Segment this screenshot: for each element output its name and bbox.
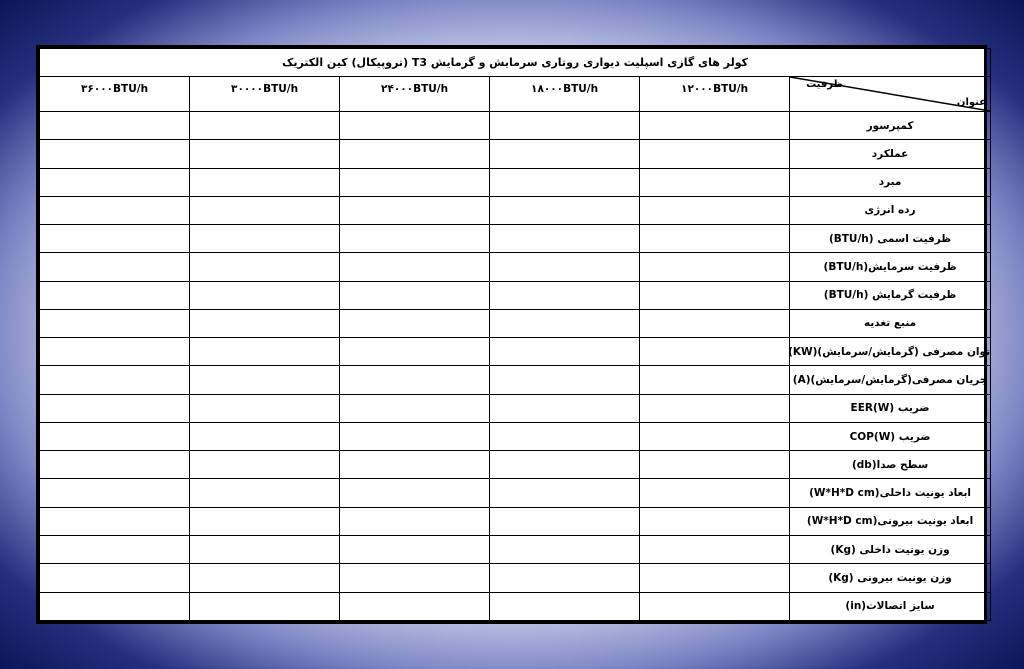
table-row [40, 168, 991, 196]
value-cell [40, 451, 190, 479]
value-cell [340, 112, 490, 140]
row-label: ظرفیت سرمایش(BTU/h) [790, 253, 991, 281]
value-cell [190, 338, 340, 366]
value-cell [640, 338, 790, 366]
value-cell [640, 253, 790, 281]
table-row [40, 507, 991, 535]
table-row [40, 564, 991, 592]
value-cell [640, 281, 790, 309]
value-cell [190, 422, 340, 450]
value-cell [640, 394, 790, 422]
row-label: ظرفیت اسمی (BTU/h) [790, 225, 991, 253]
row-label: ابعاد یونیت بیرونی(W*H*D cm) [790, 507, 991, 535]
value-cell [490, 281, 640, 309]
value-cell [640, 592, 790, 620]
value-cell [190, 168, 340, 196]
corner-capacity-label: ظرفیت [806, 79, 843, 90]
table-row [40, 225, 991, 253]
value-cell [640, 112, 790, 140]
value-cell [40, 422, 190, 450]
capacity-header: ۳۰۰۰۰BTU/h [190, 77, 340, 112]
table-row [40, 422, 991, 450]
value-cell [640, 564, 790, 592]
value-cell [490, 507, 640, 535]
value-cell [490, 451, 640, 479]
table-row [40, 196, 991, 224]
value-cell [40, 507, 190, 535]
value-cell [640, 168, 790, 196]
value-cell [640, 479, 790, 507]
value-cell [190, 253, 340, 281]
value-cell [340, 479, 490, 507]
value-cell [190, 309, 340, 337]
table-row [40, 366, 991, 394]
value-cell [190, 479, 340, 507]
value-cell [340, 451, 490, 479]
value-cell [640, 422, 790, 450]
value-cell [490, 422, 640, 450]
table-row [40, 281, 991, 309]
value-cell [340, 225, 490, 253]
spec-table-sheet [36, 45, 991, 624]
value-cell [490, 479, 640, 507]
value-cell [640, 309, 790, 337]
row-label: ضریب COP(W) [790, 422, 991, 450]
value-cell [640, 140, 790, 168]
table-title: کولر های گازی اسپلیت دیواری روتاری سرمایش و گرمایش T3 (تروپیکال) کین الکتریک [40, 49, 991, 77]
row-label: وزن یونیت داخلی (Kg) [790, 535, 991, 563]
row-label: مبرد [790, 168, 991, 196]
capacity-header: ۳۶۰۰۰BTU/h [40, 77, 190, 112]
spec-table [39, 48, 991, 621]
value-cell [640, 225, 790, 253]
table-row [40, 394, 991, 422]
capacity-header: ۲۴۰۰۰BTU/h [340, 77, 490, 112]
value-cell [340, 564, 490, 592]
row-label: جریان مصرفی(گرمایش/سرمایش)(A) [790, 366, 991, 394]
value-cell [490, 112, 640, 140]
value-cell [340, 140, 490, 168]
value-cell [490, 140, 640, 168]
row-label: رده انرژی [790, 196, 991, 224]
value-cell [190, 225, 340, 253]
value-cell [490, 225, 640, 253]
value-cell [40, 338, 190, 366]
value-cell [340, 253, 490, 281]
value-cell [640, 366, 790, 394]
value-cell [40, 253, 190, 281]
value-cell [190, 140, 340, 168]
table-row [40, 479, 991, 507]
corner-title-label: عنوان [956, 97, 987, 108]
row-label: ضریب EER(W) [790, 394, 991, 422]
value-cell [190, 112, 340, 140]
capacity-header: ۱۸۰۰۰BTU/h [490, 77, 640, 112]
value-cell [490, 253, 640, 281]
value-cell [340, 196, 490, 224]
table-row [40, 112, 991, 140]
value-cell [490, 535, 640, 563]
corner-cell [790, 77, 991, 112]
value-cell [340, 592, 490, 620]
value-cell [40, 281, 190, 309]
value-cell [340, 281, 490, 309]
value-cell [40, 564, 190, 592]
row-label: منبع تغدیه [790, 309, 991, 337]
table-row [40, 338, 991, 366]
value-cell [190, 394, 340, 422]
table-row [40, 253, 991, 281]
value-cell [340, 366, 490, 394]
value-cell [340, 535, 490, 563]
value-cell [190, 507, 340, 535]
row-label: ابعاد یونیت داخلی(W*H*D cm) [790, 479, 991, 507]
value-cell [340, 394, 490, 422]
value-cell [340, 422, 490, 450]
value-cell [640, 507, 790, 535]
row-label: توان مصرفی (گرمایش/سرمایش)(KW) [790, 338, 991, 366]
value-cell [640, 451, 790, 479]
row-label: وزن یونیت بیرونی (Kg) [790, 564, 991, 592]
value-cell [40, 309, 190, 337]
value-cell [40, 394, 190, 422]
value-cell [190, 451, 340, 479]
value-cell [340, 168, 490, 196]
value-cell [40, 535, 190, 563]
value-cell [40, 112, 190, 140]
row-label: سطح صدا(db) [790, 451, 991, 479]
value-cell [640, 535, 790, 563]
table-row [40, 309, 991, 337]
row-label: کمپرسور [790, 112, 991, 140]
value-cell [490, 366, 640, 394]
value-cell [640, 196, 790, 224]
value-cell [40, 225, 190, 253]
row-label: ظرفیت گرمایش (BTU/h) [790, 281, 991, 309]
value-cell [40, 196, 190, 224]
row-label: سایز اتصالات(in) [790, 592, 991, 620]
value-cell [340, 338, 490, 366]
value-cell [490, 168, 640, 196]
value-cell [190, 592, 340, 620]
table-row [40, 451, 991, 479]
table-row [40, 592, 991, 620]
value-cell [40, 479, 190, 507]
value-cell [340, 507, 490, 535]
value-cell [190, 196, 340, 224]
value-cell [190, 281, 340, 309]
value-cell [190, 564, 340, 592]
value-cell [40, 366, 190, 394]
value-cell [490, 592, 640, 620]
value-cell [490, 564, 640, 592]
value-cell [40, 140, 190, 168]
value-cell [490, 394, 640, 422]
row-label: عملکرد [790, 140, 991, 168]
value-cell [490, 196, 640, 224]
value-cell [40, 592, 190, 620]
capacity-header: ۱۲۰۰۰BTU/h [640, 77, 790, 112]
header-row [40, 77, 991, 112]
value-cell [40, 168, 190, 196]
table-row [40, 140, 991, 168]
value-cell [490, 338, 640, 366]
value-cell [490, 309, 640, 337]
value-cell [190, 535, 340, 563]
value-cell [190, 366, 340, 394]
table-row [40, 535, 991, 563]
value-cell [340, 309, 490, 337]
